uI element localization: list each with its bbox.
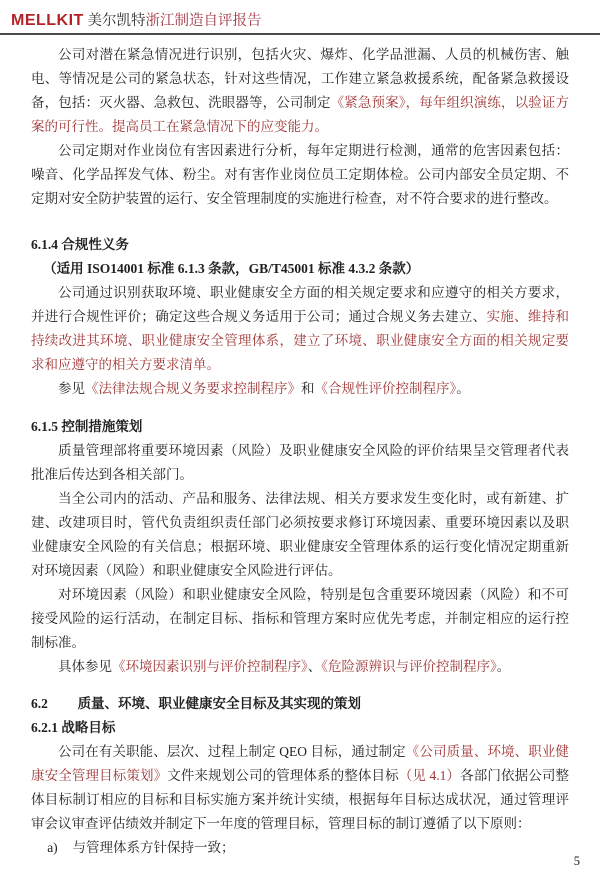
heading-6-1-4-subtitle: （适用 ISO14001 标准 6.1.3 条款，GB/T45001 标准 4.3.2 条款）: [43, 261, 420, 276]
heading-number: 6.2: [31, 696, 48, 711]
paragraph-quality-dept: [31, 439, 569, 487]
document-body: [0, 35, 600, 860]
text-run: 公司通过识别获取环境、职业健康安全方面的相关规定要求和应遵守的相关方要求，并进行合规性评价；确定这些合规义务适用于公司；通过合规义务去建立、: [31, 285, 569, 324]
text-run: 。: [456, 381, 470, 396]
paragraph-change-management: [31, 487, 569, 583]
header-doc-title: 浙江制造自评报告: [145, 13, 262, 29]
text-run: 质量管理部将重要环境因素（风险）及职业健康安全风险的评价结果呈交管理者代表批准后传达到各相关部门。: [31, 443, 569, 482]
brand-logo-text: MELLKIT: [11, 12, 84, 29]
paragraph-compliance-reference: [31, 377, 569, 401]
paragraph-compliance: [31, 281, 569, 377]
paragraph-priority-control: [31, 583, 569, 655]
text-run: 各部门依据公司整体目标制订相应的目标和目标实施方案并统计实绩，根据每年目标达成状况，通过管理评审会议审查评估绩效并制定下一年度的管理目标，管理目标的制订遵循了以下原则：: [31, 768, 570, 831]
document-title-reference: 《公司质量、环境、职业健康安全管理目标策划》: [31, 744, 570, 783]
document-title-reference: 《法律法规合规义务要求控制程序》: [85, 381, 301, 396]
text-run: 文件来规划公司的管理体系的整体目标: [167, 768, 399, 783]
paragraph-emergency: [31, 43, 569, 139]
text-run: 当全公司内的活动、产品和服务、法律法规、相关方要求发生变化时，或有新建、扩建、改建项目时，管代负责组织责任部门必须按要求修订环境因素、重要环境因素以及职业健康安全风险的有关信息；根据环境、职业健康安全管理体系的运行变化情况定期重新对环境因素（风险）和职业健康安全风险进行评估。: [31, 491, 569, 578]
page-header: [0, 0, 600, 35]
text-run: 公司对潜在紧急情况进行识别，包括火灾、爆炸、化学品泄漏、人员的机械伤害、触电、等情况是公司的紧急状态，针对这些情况，工作建立紧急救援系统，配备紧急救援设备，包括：灭火器、急救包、洗眼器等，公司制定: [31, 47, 569, 110]
text-run: 参见: [58, 381, 85, 396]
document-title-reference: 《合规性评价控制程序》: [314, 381, 457, 396]
cross-reference: （见 4.1）: [398, 768, 461, 783]
heading-6-2-1: 6.2.1 战略目标: [31, 720, 116, 735]
paragraph-hazard-analysis: [31, 139, 569, 211]
list-item-a: [31, 836, 569, 860]
document-title-reference: 《危险源辨识与评价控制程序》: [321, 659, 497, 674]
heading-6-1-5: 6.1.5 控制措施策划: [31, 419, 143, 434]
paragraph-qeo-goals: [31, 740, 569, 836]
text-run: 对环境因素（风险）和职业健康安全风险，特别是包含重要环境因素（风险）和不可接受风险的运行活动，在制定目标、指标和管理方案时应优先考虑，并制定相应的运行控制标准。: [31, 587, 569, 650]
text-run: 公司在有关职能、层次、过程上制定 QEO 目标，通过制定: [58, 744, 406, 759]
page-number: 5: [573, 854, 580, 868]
heading-6-1-4: 6.1.4 合规性义务: [31, 237, 129, 252]
text-run-red: 实施、维持和持续改进其环境、职业健康安全管理体系，建立了环境、职业健康安全方面的相关规定要求和应遵守的相关方要求清单。: [31, 309, 570, 372]
text-run: 和: [301, 381, 315, 396]
heading-text: 质量、环境、职业健康安全目标及其实现的策划: [77, 696, 362, 711]
text-run: 具体参见: [58, 659, 112, 674]
text-run: 公司定期对作业岗位有害因素进行分析，每年定期进行检测，通常的危害因素包括：噪音、化学品挥发气体、粉尘。对有害作业岗位员工定期体检。公司内部安全员定期、不定期对安全防护装置的运行、安全管理制度的实施进行检查，对不符合要求的进行整改。: [31, 143, 569, 206]
heading-6-2: [31, 692, 569, 716]
list-marker: a): [47, 840, 58, 855]
header-company-name: 美尔凯特: [83, 13, 146, 29]
text-run: 。: [496, 659, 511, 674]
paragraph-control-reference: [31, 655, 569, 679]
document-title-reference: 《环境因素识别与评价控制程序》: [112, 659, 308, 674]
text-run: 、: [307, 659, 322, 674]
list-item-text: 与管理体系方针保持一致；: [72, 840, 235, 855]
text-run-red: 《紧急预案》，每年组织演练，以验证方案的可行性。提高员工在紧急情况下的应变能力。: [31, 95, 570, 134]
